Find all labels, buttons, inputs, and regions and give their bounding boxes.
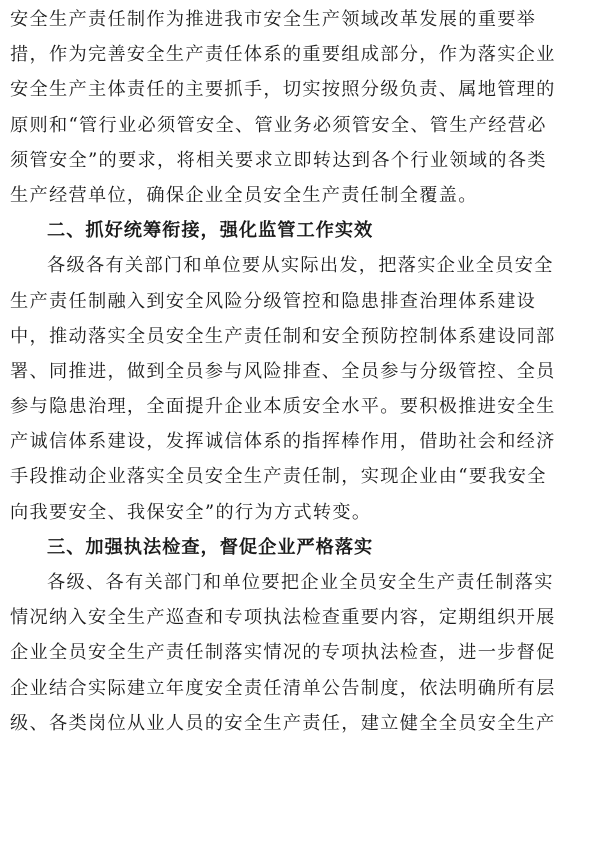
text-line: 企业全员安全生产责任制落实情况的专项执法检查，进一步督促: [10, 642, 556, 664]
text-line: 产诚信体系建设，发挥诚信体系的指挥棒作用，借助社会和经济: [10, 431, 556, 453]
text-line: 措，作为完善安全生产责任体系的重要组成部分，作为落实企业: [10, 44, 556, 66]
text-line: 安全生产主体责任的主要抓手，切实按照分级负责、属地管理的: [10, 79, 556, 101]
text-line: 署、同推进，做到全员参与风险排查、全员参与分级管控、全员: [10, 360, 556, 382]
section-heading-3: 三、加强执法检查，督促企业严格落实: [47, 536, 374, 558]
text-line: 安全生产责任制作为推进我市安全生产领域改革发展的重要举: [10, 9, 537, 30]
text-line: 中，推动落实全员安全生产责任制和安全预防控制体系建设同部: [10, 325, 556, 347]
paragraph-1: [10, 2, 604, 213]
text-line: 情况纳入安全生产巡查和专项执法检查重要内容，定期组织开展: [10, 607, 556, 629]
text-line: 须管安全”的要求，将相关要求立即转达到各个行业领域的各类: [10, 149, 547, 171]
paragraph-2: [10, 248, 604, 530]
text-line: 手段推动企业落实全员安全生产责任制，实现企业由“要我安全: [10, 466, 547, 488]
text-line: 参与隐患治理，全面提升企业本质安全水平。要积极推进安全生: [10, 396, 556, 418]
text-line: 级、各类岗位从业人员的安全生产责任，建立健全全员安全生产: [10, 712, 556, 734]
section-heading-2: 二、抓好统筹衔接，强化监管工作实效: [47, 220, 374, 242]
text-line: 各级、各有关部门和单位要把企业全员安全生产责任制落实: [47, 572, 554, 593]
text-line: 各级各有关部门和单位要从实际出发，把落实企业全员安全: [47, 255, 554, 277]
text-line: 企业结合实际建立年度安全责任清单公告制度，依法明确所有层: [10, 677, 556, 699]
text-line: 向我要安全、我保安全”的行为方式转变。: [10, 501, 372, 523]
text-line: 生产经营单位，确保企业全员安全生产责任制全覆盖。: [10, 184, 478, 206]
text-line: 生产责任制融入到安全风险分级管控和隐患排查治理体系建设: [10, 290, 537, 312]
paragraph-3: [10, 565, 604, 741]
text-line: 原则和“管行业必须管安全、管业务必须管安全、管生产经营必: [10, 114, 547, 136]
